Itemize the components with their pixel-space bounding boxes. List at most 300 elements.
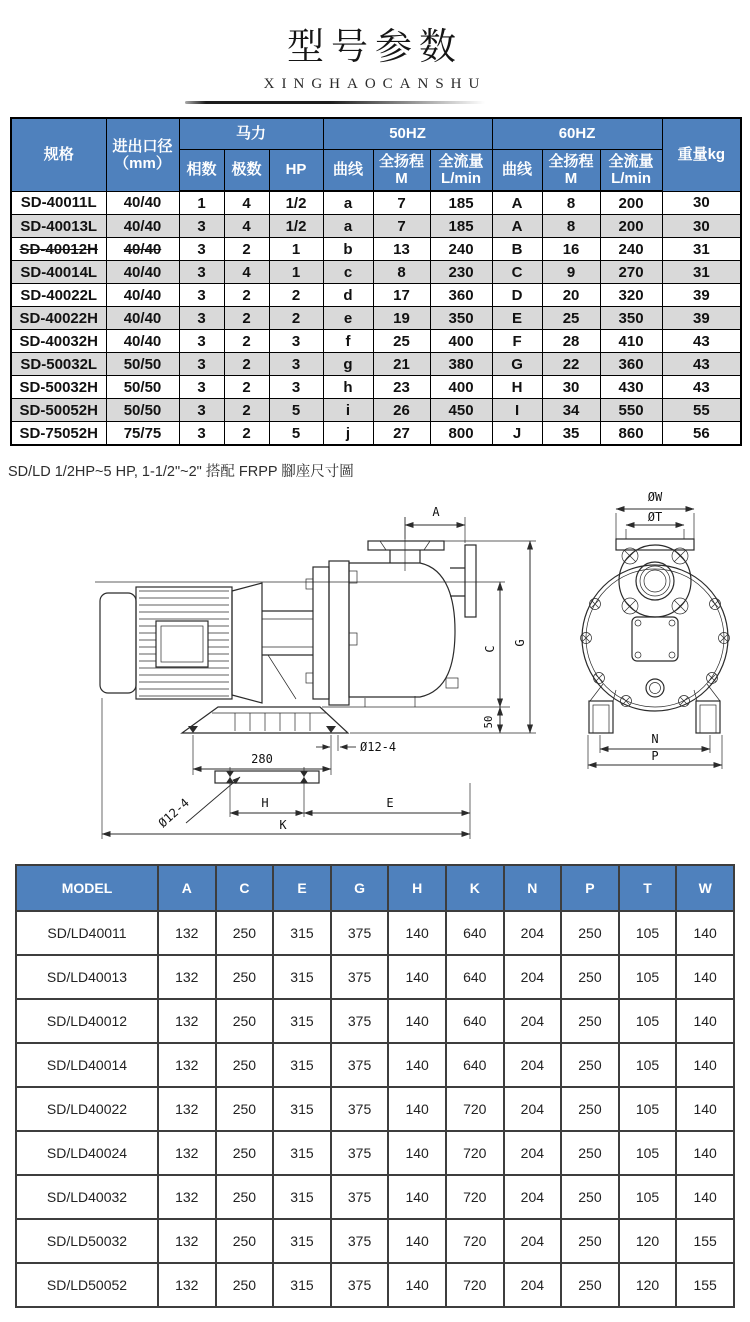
- dimension-table-body: [16, 911, 734, 1307]
- head-unit: M: [564, 170, 578, 187]
- spec-header-flow-50: [430, 150, 492, 192]
- spec-table-cell: c: [323, 261, 373, 284]
- spec-table-cell: 26: [373, 399, 430, 422]
- page-title: 型号参数: [287, 27, 463, 68]
- dimension-table-header-cell: MODEL: [16, 865, 158, 911]
- dimension-table-cell: 250: [216, 1131, 274, 1175]
- dim-label-k: K: [279, 818, 287, 832]
- front-foot-right-inner: [700, 705, 716, 733]
- motor-nameplate: [156, 621, 208, 667]
- spec-table-cell: 3: [179, 422, 224, 446]
- dimension-table-header-cell: K: [446, 865, 504, 911]
- spec-table-cell: 3: [179, 238, 224, 261]
- front-legs: [590, 684, 720, 701]
- drawing-caption: SD/LD 1/2HP~5 HP, 1-1/2"~2" 搭配 FRPP 腳座尺寸圖: [8, 464, 354, 480]
- spec-table-cell: f: [323, 330, 373, 353]
- dim-label-c: C: [483, 645, 497, 653]
- front-center-plug-inner: [650, 683, 661, 694]
- dimension-table-header-cell: G: [331, 865, 389, 911]
- dimension-table-cell: 250: [561, 1175, 619, 1219]
- dimension-table-cell: 140: [388, 1219, 446, 1263]
- dimension-table-cell: 315: [273, 1043, 331, 1087]
- spec-table-cell: 3: [179, 353, 224, 376]
- casing-support: [365, 696, 415, 707]
- spec-table-cell: 8: [542, 215, 600, 238]
- spec-table-cell: 75/75: [106, 422, 179, 446]
- dimension-table-cell: 140: [388, 1175, 446, 1219]
- spec-table-cell: 40/40: [106, 261, 179, 284]
- spec-table-cell: A: [492, 191, 542, 215]
- motor-front-bracket: [232, 583, 262, 703]
- spec-header-port-line2: （mm）: [114, 154, 171, 172]
- spec-table-cell: 2: [224, 376, 269, 399]
- dimension-table-header-cell: W: [676, 865, 734, 911]
- dimension-table-cell: 315: [273, 999, 331, 1043]
- spec-table-cell: 25: [373, 330, 430, 353]
- spec-table-cell: 30: [662, 191, 741, 215]
- spec-table-cell: SD-40022H: [11, 307, 106, 330]
- spec-table-cell: 200: [600, 191, 662, 215]
- spec-table-cell: 3: [179, 376, 224, 399]
- dimension-table-cell: 155: [676, 1263, 734, 1307]
- dimension-table-header-cell: P: [561, 865, 619, 911]
- flange-tab: [306, 673, 313, 683]
- spec-table-cell: 22: [542, 353, 600, 376]
- spec-table-cell: SD-40013L: [11, 215, 106, 238]
- dimension-table-cell: 250: [216, 1263, 274, 1307]
- spec-table-cell: 860: [600, 422, 662, 446]
- spec-table-cell: 2: [224, 422, 269, 446]
- dimension-table-cell: 120: [619, 1219, 677, 1263]
- spec-table-cell: b: [323, 238, 373, 261]
- spec-table-cell: D: [492, 284, 542, 307]
- spec-table-cell: 350: [600, 307, 662, 330]
- dimension-table-row: [16, 1087, 734, 1131]
- drain-plug: [446, 678, 458, 688]
- spec-table-row: [11, 191, 741, 215]
- base-bolt-right: [326, 726, 336, 733]
- dimension-table-cell: 250: [561, 1131, 619, 1175]
- dimension-table-cell: 140: [388, 1263, 446, 1307]
- spec-table-cell: 240: [600, 238, 662, 261]
- spec-table-cell: j: [323, 422, 373, 446]
- dimension-table-cell: 375: [331, 1175, 389, 1219]
- dimension-table-cell: 315: [273, 1131, 331, 1175]
- dimension-table-header-cell: A: [158, 865, 216, 911]
- spec-table-cell: 20: [542, 284, 600, 307]
- title-divider: [185, 101, 485, 104]
- spec-table-cell: 13: [373, 238, 430, 261]
- dim-label-p: P: [651, 749, 659, 763]
- flow-label: 全流量: [608, 152, 654, 170]
- spec-table-cell: 3: [179, 399, 224, 422]
- spec-table-cell: 43: [662, 330, 741, 353]
- dimension-table-cell: 132: [158, 999, 216, 1043]
- spec-table-cell: 1: [269, 238, 323, 261]
- spec-table-cell: 9: [542, 261, 600, 284]
- dimension-table-cell: 140: [676, 1043, 734, 1087]
- spec-table-cell: 23: [373, 376, 430, 399]
- dim-a-ext: [405, 517, 465, 543]
- spec-table-cell: 40/40: [106, 330, 179, 353]
- front-casing-circle: [582, 565, 728, 711]
- dimension-table: [15, 864, 735, 1308]
- flange-tab: [349, 571, 357, 583]
- dimension-table-cell: 140: [388, 955, 446, 999]
- pump-dimension-drawing: [0, 483, 750, 853]
- dimension-table-cell: 315: [273, 1263, 331, 1307]
- spec-table-cell: SD-40011L: [11, 191, 106, 215]
- spec-table-cell: 4: [224, 215, 269, 238]
- dimension-table-cell: 640: [446, 911, 504, 955]
- dimension-table-cell: 315: [273, 1175, 331, 1219]
- flow-unit: L/min: [441, 170, 482, 187]
- dimension-table-cell: 140: [388, 1043, 446, 1087]
- dimension-table-header-cell: H: [388, 865, 446, 911]
- spec-table-cell: 410: [600, 330, 662, 353]
- spec-table-cell: 1/2: [269, 215, 323, 238]
- spec-table-cell: 43: [662, 376, 741, 399]
- dimension-table-cell: 204: [504, 1263, 562, 1307]
- spec-table-cell: 320: [600, 284, 662, 307]
- dimension-table-cell: 250: [561, 955, 619, 999]
- spec-table-cell: 200: [600, 215, 662, 238]
- dim-label-h: H: [261, 796, 269, 810]
- spec-table-cell: 7: [373, 215, 430, 238]
- dimension-table-cell: 120: [619, 1263, 677, 1307]
- spec-table-cell: a: [323, 191, 373, 215]
- dimension-table-cell: 375: [331, 911, 389, 955]
- spec-table-cell: 3: [179, 261, 224, 284]
- spec-table-cell: 450: [430, 399, 492, 422]
- dimension-table-cell: 140: [676, 911, 734, 955]
- spec-table-row: [11, 261, 741, 284]
- page-subtitle: XINGHAOCANSHU: [263, 76, 487, 92]
- base-bolt-left: [188, 719, 198, 733]
- spec-table-cell: 17: [373, 284, 430, 307]
- dimension-table-row: [16, 911, 734, 955]
- spec-table-cell: 30: [662, 215, 741, 238]
- spec-header-hp: HP: [269, 150, 323, 192]
- dimension-table-cell: 375: [331, 1219, 389, 1263]
- dimension-table-cell: 140: [676, 999, 734, 1043]
- spec-table-cell: 350: [430, 307, 492, 330]
- spec-header-phase: 相数: [179, 150, 224, 192]
- spec-table-cell: 2: [224, 399, 269, 422]
- spec-table-cell: 3: [179, 330, 224, 353]
- dimension-table-cell: SD/LD40024: [16, 1131, 158, 1175]
- motor-end-cap: [100, 593, 136, 693]
- spec-table-cell: 2: [224, 307, 269, 330]
- dimension-table-cell: 105: [619, 1043, 677, 1087]
- dimension-table-cell: 720: [446, 1087, 504, 1131]
- spec-table: [10, 117, 742, 446]
- flange-tab: [306, 579, 313, 589]
- spec-table-cell: 25: [542, 307, 600, 330]
- shaft-detail: [262, 619, 313, 699]
- dimension-table-row: [16, 999, 734, 1043]
- dimension-table-cell: 140: [388, 1131, 446, 1175]
- spec-table-cell: G: [492, 353, 542, 376]
- dim-he-ext: [230, 783, 470, 839]
- spec-table-cell: h: [323, 376, 373, 399]
- dimension-table-cell: 140: [676, 1175, 734, 1219]
- spec-table-cell: 360: [600, 353, 662, 376]
- spec-table-cell: 4: [224, 261, 269, 284]
- pump-side-view: [95, 505, 536, 839]
- spec-table-cell: 185: [430, 215, 492, 238]
- dimension-table-cell: 250: [216, 955, 274, 999]
- spec-table-cell: A: [492, 215, 542, 238]
- spec-table-cell: SD-50032H: [11, 376, 106, 399]
- spec-table-cell: 430: [600, 376, 662, 399]
- spec-table-cell: e: [323, 307, 373, 330]
- spec-table-row: [11, 284, 741, 307]
- spec-table-cell: 5: [269, 399, 323, 422]
- dimension-table-cell: 140: [388, 1087, 446, 1131]
- dimension-table-cell: 105: [619, 1175, 677, 1219]
- dimension-table-cell: 204: [504, 1175, 562, 1219]
- dimension-table-cell: 375: [331, 1131, 389, 1175]
- flange-tab: [349, 633, 357, 645]
- dimension-table-cell: 132: [158, 1219, 216, 1263]
- dimension-table-cell: 105: [619, 1087, 677, 1131]
- spec-table-cell: i: [323, 399, 373, 422]
- spec-table-cell: 39: [662, 284, 741, 307]
- spec-header-50hz-group: 50HZ: [323, 118, 492, 150]
- spec-table-cell: 2: [269, 307, 323, 330]
- dimension-table-cell: 105: [619, 955, 677, 999]
- spec-header-60hz-group: 60HZ: [492, 118, 662, 150]
- spec-table-cell: g: [323, 353, 373, 376]
- dimension-table-cell: 204: [504, 999, 562, 1043]
- spec-table-cell: 27: [373, 422, 430, 446]
- dimension-table-row: [16, 955, 734, 999]
- spec-table-cell: 16: [542, 238, 600, 261]
- dimension-table-cell: 720: [446, 1131, 504, 1175]
- spec-table-cell: 40/40: [106, 215, 179, 238]
- spec-table-cell: 380: [430, 353, 492, 376]
- spec-table-cell: 4: [224, 191, 269, 215]
- spec-table-cell: 3: [179, 215, 224, 238]
- dim-g-ext: [350, 541, 536, 733]
- dimension-table-cell: 250: [216, 1219, 274, 1263]
- dimension-table-cell: 315: [273, 1087, 331, 1131]
- spec-table-cell: 400: [430, 376, 492, 399]
- dia-bottom-leader: [186, 777, 240, 823]
- shaft-housing: [262, 611, 313, 655]
- spec-table-cell: SD-75052H: [11, 422, 106, 446]
- spec-table-cell: I: [492, 399, 542, 422]
- flow-unit: L/min: [611, 170, 652, 187]
- spec-table-cell: SD-40014L: [11, 261, 106, 284]
- dimension-table-cell: 140: [676, 1087, 734, 1131]
- dimension-table-header-cell: N: [504, 865, 562, 911]
- spec-table-cell: 56: [662, 422, 741, 446]
- spec-table-cell: 31: [662, 238, 741, 261]
- spec-table-row: [11, 238, 741, 261]
- head-label: 全扬程: [379, 152, 425, 170]
- spec-table-row: [11, 330, 741, 353]
- spec-table-row: [11, 376, 741, 399]
- front-casing-rim: [586, 569, 724, 707]
- dimension-table-cell: 204: [504, 1043, 562, 1087]
- discharge-flange: [465, 545, 476, 617]
- front-foot-left: [589, 701, 613, 733]
- spec-table-cell: 3: [269, 376, 323, 399]
- dim-label-a: A: [432, 505, 440, 519]
- dimension-table-cell: SD/LD40011: [16, 911, 158, 955]
- front-flange-bolts: [622, 548, 688, 614]
- dimension-table-cell: 204: [504, 1087, 562, 1131]
- dimension-table-cell: 250: [216, 999, 274, 1043]
- spec-table-cell: H: [492, 376, 542, 399]
- pump-casing: [349, 563, 455, 697]
- dimension-table-row: [16, 1043, 734, 1087]
- spec-table-cell: SD-40022L: [11, 284, 106, 307]
- dimension-table-header-cell: C: [216, 865, 274, 911]
- dimension-table-cell: 204: [504, 1219, 562, 1263]
- spec-header-model: 规格: [11, 118, 106, 191]
- front-port-inner: [644, 570, 666, 592]
- dimension-table-header-row: [16, 865, 734, 911]
- dimension-table-cell: 720: [446, 1263, 504, 1307]
- dim-label-dia-top: Ø12-4: [360, 740, 397, 754]
- spec-table-cell: 3: [179, 307, 224, 330]
- spec-header-port: [106, 118, 179, 191]
- dimension-table-cell: 720: [446, 1219, 504, 1263]
- spec-table-row: [11, 215, 741, 238]
- dimension-table-cell: SD/LD40013: [16, 955, 158, 999]
- dim-label-e: E: [386, 796, 394, 810]
- spec-header-flow-60: [600, 150, 662, 192]
- spec-table-cell: 800: [430, 422, 492, 446]
- dimension-table-cell: 132: [158, 1263, 216, 1307]
- dimension-table-cell: 640: [446, 1043, 504, 1087]
- spec-table-cell: 30: [542, 376, 600, 399]
- spec-table-cell: 40/40: [106, 284, 179, 307]
- dim-label-g: G: [513, 639, 527, 647]
- dimension-table-cell: 250: [561, 911, 619, 955]
- spec-table-cell: 550: [600, 399, 662, 422]
- dimension-table-cell: 720: [446, 1175, 504, 1219]
- dimension-table-cell: SD/LD40032: [16, 1175, 158, 1219]
- spec-table-row: [11, 422, 741, 446]
- dimension-table-cell: SD/LD40012: [16, 999, 158, 1043]
- front-foot-left-inner: [593, 705, 609, 733]
- spec-table-cell: 5: [269, 422, 323, 446]
- spec-table-cell: 270: [600, 261, 662, 284]
- dimension-table-cell: 132: [158, 1043, 216, 1087]
- dimension-table-cell: 140: [388, 911, 446, 955]
- dim-label-ow: ØW: [647, 490, 663, 504]
- dimension-table-cell: 250: [216, 1043, 274, 1087]
- dimension-table-cell: 140: [676, 1131, 734, 1175]
- dimension-table-cell: 250: [561, 1219, 619, 1263]
- spec-table-cell: d: [323, 284, 373, 307]
- front-foot-right: [696, 701, 720, 733]
- dimension-table-cell: 155: [676, 1219, 734, 1263]
- dimension-table-cell: 250: [561, 1043, 619, 1087]
- dimension-table-cell: 105: [619, 999, 677, 1043]
- spec-table-cell: 2: [224, 238, 269, 261]
- front-port-outer: [636, 562, 674, 600]
- spec-table-cell: 400: [430, 330, 492, 353]
- outlet-flange: [368, 541, 444, 550]
- dimension-table-cell: 250: [561, 1087, 619, 1131]
- spec-table-cell: 3: [179, 284, 224, 307]
- flow-label: 全流量: [438, 152, 484, 170]
- spec-table-cell: J: [492, 422, 542, 446]
- dimension-table-row: [16, 1219, 734, 1263]
- spec-table-cell: 2: [224, 330, 269, 353]
- spec-table-cell: 31: [662, 261, 741, 284]
- dimension-table-cell: 204: [504, 1131, 562, 1175]
- dimension-table-cell: 140: [388, 999, 446, 1043]
- dimension-table-cell: 640: [446, 999, 504, 1043]
- dimension-table-cell: 375: [331, 1263, 389, 1307]
- spec-table-cell: F: [492, 330, 542, 353]
- pump-flange-plate-2: [329, 561, 349, 705]
- spec-table-cell: a: [323, 215, 373, 238]
- spec-table-cell: 185: [430, 191, 492, 215]
- dimension-table-cell: 315: [273, 911, 331, 955]
- spec-table-cell: 35: [542, 422, 600, 446]
- plate-bolt-axes: [230, 767, 304, 787]
- dimension-table-cell: 105: [619, 911, 677, 955]
- spec-table-cell: 39: [662, 307, 741, 330]
- spec-table-cell: C: [492, 261, 542, 284]
- dimension-table-cell: SD/LD50032: [16, 1219, 158, 1263]
- spec-table-cell: 50/50: [106, 353, 179, 376]
- spec-header-poles: 极数: [224, 150, 269, 192]
- page-header: [0, 0, 750, 104]
- dim-label-50: 50: [483, 715, 495, 729]
- dimension-table-cell: 250: [561, 999, 619, 1043]
- dimension-table-cell: 140: [676, 955, 734, 999]
- dimension-table-row: [16, 1263, 734, 1307]
- spec-header-head-50: [373, 150, 430, 192]
- spec-table-cell: SD-40012H: [11, 238, 106, 261]
- spec-table-cell: 40/40: [106, 191, 179, 215]
- spec-table-cell: 8: [542, 191, 600, 215]
- dimension-table-cell: 315: [273, 1219, 331, 1263]
- dimension-table-cell: 375: [331, 1043, 389, 1087]
- dimension-table-cell: 132: [158, 1087, 216, 1131]
- dim-label-dia-bottom: Ø12-4: [155, 795, 192, 831]
- spec-table-cell: 8: [373, 261, 430, 284]
- front-bracket: [632, 617, 678, 661]
- spec-table-cell: SD-50052H: [11, 399, 106, 422]
- dimension-table-cell: 250: [561, 1263, 619, 1307]
- spec-table-cell: 40/40: [106, 307, 179, 330]
- spec-table-cell: 19: [373, 307, 430, 330]
- spec-table-cell: 50/50: [106, 376, 179, 399]
- dimension-table-cell: 132: [158, 1175, 216, 1219]
- base-ribs: [212, 713, 326, 731]
- dimension-table-cell: 250: [216, 1087, 274, 1131]
- spec-table-row: [11, 399, 741, 422]
- dimension-table-cell: SD/LD40022: [16, 1087, 158, 1131]
- spec-table-cell: SD-40032H: [11, 330, 106, 353]
- spec-table-cell: SD-50032L: [11, 353, 106, 376]
- dimension-table-cell: 315: [273, 955, 331, 999]
- spec-table-cell: 28: [542, 330, 600, 353]
- dimension-table-cell: 250: [216, 1175, 274, 1219]
- spec-table-row: [11, 307, 741, 330]
- dimension-table-cell: 105: [619, 1131, 677, 1175]
- dim-label-n: N: [651, 732, 659, 746]
